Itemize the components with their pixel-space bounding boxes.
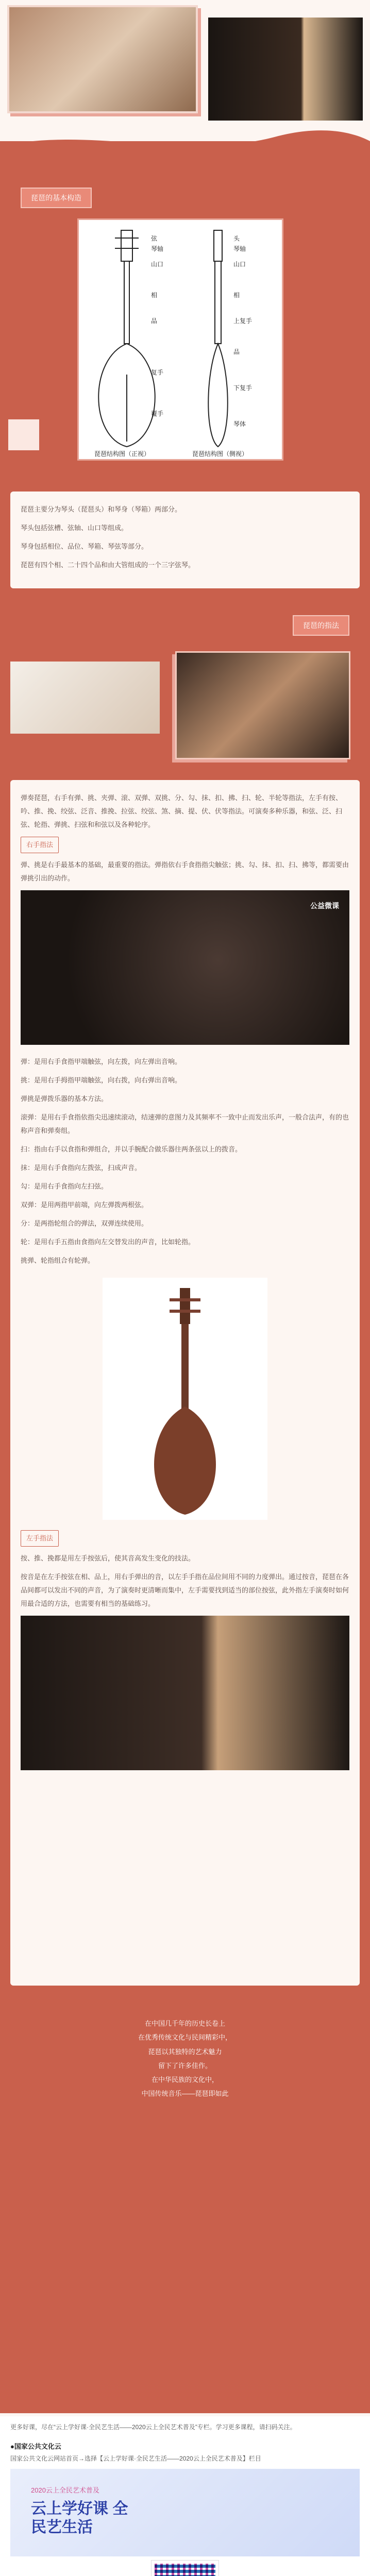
playing-hand-image — [175, 651, 350, 759]
fingering-item: 挑：是用右手拇指甲端触弦，向右拨，向右弹出音响。 — [21, 1076, 182, 1084]
fingering-intro: 弹奏琵琶，右手有弹、挑、夹弹、滚、双弹、双挑、分、勾、抹、扣、拂、扫、轮、半轮等指法，左手有按、吟、推、挽、绞弦、泛音、推挽、拉弦、绞弦、煞、摘、提、伏、伏等指法。可演奏多种乐器，和弦、泛、扫弦、轮指、弹挑、扫弦和和弦以及各种轮序。 — [21, 794, 343, 828]
decor-block — [8, 419, 39, 450]
footer-note: 更多好课，尽在“云上学好课·全民艺生活——2020云上全民艺术普及”专栏。学习更多课程，请扫码关注。 — [10, 2424, 296, 2431]
poem-line: 在中华民族的文化中， — [151, 2076, 218, 2084]
poem-block — [10, 2016, 360, 2150]
fingering-item: 弹：是用右手食指甲端触弦，向左拨，向左弹出音响。 — [21, 1058, 182, 1065]
wave-divider — [0, 126, 370, 157]
pipa-structure-diagram — [77, 218, 283, 461]
right-hand-tag: 右手指法 — [21, 837, 59, 853]
fingering-item: 分：是两指轮组合的弹法，双弹连续使用。 — [21, 1219, 148, 1227]
diagram-svg — [79, 220, 282, 459]
poem-line: 在中国几千年的历史长卷上 — [144, 2020, 225, 2027]
content-section — [0, 141, 370, 2413]
section-tag-fingering: 琵琶的指法 — [293, 615, 349, 636]
pipa-instrument-photo — [103, 1278, 267, 1520]
structure-line: 琵琶主要分为琴头（琵琶头）和琴身（琴箱）两部分。 — [21, 505, 182, 513]
left-hand-desc-2: 按音是在左手按弦在相、品上，用右手弹出的音，以左手手指在品位间用不同的力度弹出。通过按音，琵琶在各品间都可以发出不同的声音，为了演奏时更清晰而集中，左手需要找到适当的部位按弦，此外指左手演奏时如何用最合适的方法，也需要有相当的基础练习。 — [21, 1573, 349, 1607]
promo-title-web: ●国家公共文化云 — [10, 2442, 61, 2450]
fingering-item: 抹：是用右手食指向左拨弦，扫成声音。 — [21, 1164, 142, 1172]
performer-photo-1 — [21, 890, 349, 1045]
diagram-label: 山口 — [151, 261, 164, 268]
diagram-label: 下复手 — [233, 384, 253, 392]
diagram-label: 上复手 — [233, 317, 253, 325]
diagram-label: 相 — [233, 292, 240, 299]
diagram-label: 头 — [233, 235, 240, 242]
qr-code-1 — [152, 2561, 218, 2576]
diagram-label: 山口 — [233, 261, 246, 268]
promo-banner[interactable] — [10, 2469, 360, 2556]
diagram-label: 复手 — [151, 369, 164, 376]
diagram-label: 覆手 — [151, 410, 164, 417]
diagram-label: 品 — [151, 317, 158, 325]
left-hand-desc-1: 按、推、挽都是用左手按弦后，使其音高发生变化的技法。 — [21, 1554, 195, 1562]
banner-subtitle: 2020云上全民艺术普及 — [31, 2486, 99, 2495]
diagram-caption-right: 琵琶结构图（侧视） — [192, 450, 248, 457]
promo-text-web: 国家公共文化云网站首页→选择【云上学好课·全民艺生活——2020云上全民艺术普及】栏目 — [10, 2455, 261, 2463]
structure-line: 琵琶有四个相、二十四个品和由大管组成的一个三字弦琴。 — [21, 561, 195, 569]
diagram-label: 琴轴 — [233, 245, 246, 252]
pipa-icon — [103, 1278, 267, 1520]
diagram-caption-left: 琵琶结构图（正视） — [94, 450, 150, 457]
pipa-closeup-image — [208, 18, 363, 121]
fingering-item: 轮：是用右手五指由食指向左交替发出的声音，比如轮指。 — [21, 1238, 195, 1246]
watermark-logo: 公益微课 — [310, 902, 339, 910]
fingering-item: 弹挑是弹拨乐器的基本方法。 — [21, 1095, 108, 1103]
poem-line: 在优秀传统文化与民间精彩中， — [138, 2033, 232, 2042]
structure-tag — [21, 188, 92, 208]
structure-line: 琴身包括相位、品位、琴箱、琴弦等部分。 — [21, 543, 148, 550]
fingering-card — [10, 780, 360, 1986]
fingering-item: 双弹：是用两指甲前端，向左弹拨两根弦。 — [21, 1201, 148, 1209]
right-hand-desc: 弹、挑是右手最基本的基础，最重要的指法。弹指依右手食指指尖触弦；挑、勾、抹、扣、扫、拂等，都需要由弹挑引出的动作。 — [21, 861, 349, 882]
fingering-tag — [293, 615, 349, 636]
fingering-item: 勾：是用右手食指向左扫弦。 — [21, 1182, 108, 1190]
fingering-item: 滚弹：是用右手食指依指尖迅速续滚动，结速弹的意图力及其频率不一致中止而发出乐声，一般合法声，有的也称声音和弹奏组。 — [21, 1113, 349, 1134]
poem-line: 留下了许多佳作。 — [158, 2061, 212, 2070]
banner-title: 云上学好课 全民艺生活 — [31, 2500, 128, 2536]
diagram-label: 弦 — [151, 235, 158, 242]
ancient-mural-image — [7, 5, 198, 113]
poem — [10, 2016, 360, 2101]
section-tag-structure: 琵琶的基本构造 — [21, 188, 92, 208]
diagram-label: 琴体 — [233, 420, 246, 428]
promo-area — [0, 2416, 370, 2576]
fingering-item: 挑弹、轮指组合有轮弹。 — [21, 1257, 95, 1264]
poem-line: 琵琶以其独特的艺术魅力 — [148, 2047, 222, 2056]
poem-line: 中国传统音乐——琵琶即如此 — [141, 2090, 229, 2098]
structure-line: 琴头包括弦槽、弦轴、山口等组成。 — [21, 524, 128, 532]
hero-images — [0, 0, 370, 139]
diagram-label: 品 — [233, 348, 240, 355]
diagram-label: 相 — [151, 292, 158, 299]
left-hand-tag: 左手指法 — [21, 1530, 59, 1547]
diagram-label: 琴轴 — [151, 245, 164, 252]
structure-card — [10, 492, 360, 588]
performer-photo-2 — [21, 1616, 349, 1770]
pipa-object-image — [10, 662, 160, 734]
fingering-item: 扫：指由右手以食指和弹组合，并以手腕配合做乐器往两条弦以上的拨音。 — [21, 1145, 242, 1153]
